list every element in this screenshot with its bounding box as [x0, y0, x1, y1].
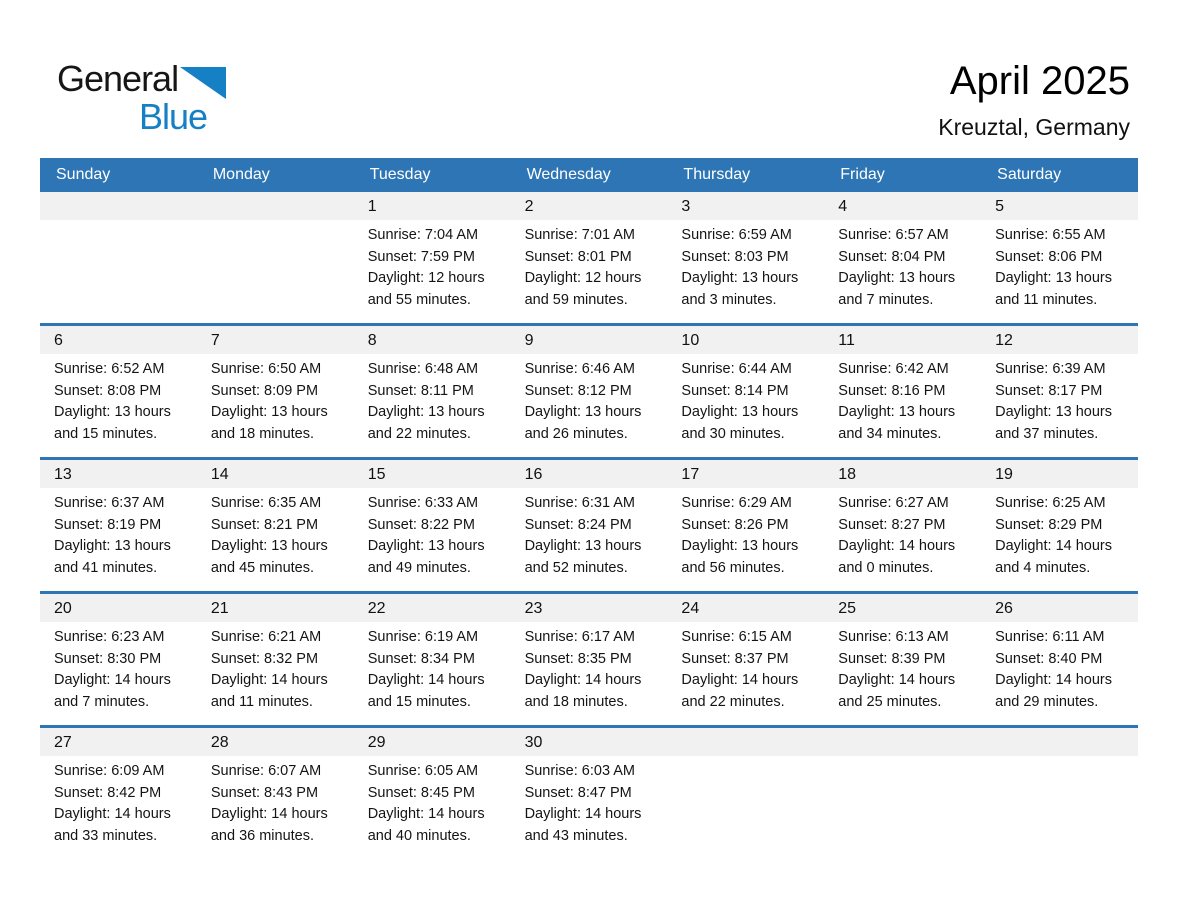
day-detail-line: Sunset: 8:45 PM	[367, 784, 475, 801]
day-detail-line: Daylight: 13 hours	[210, 404, 328, 420]
day-detail-line: Sunrise: 7:01 AM	[524, 227, 635, 243]
day-detail-line: Sunset: 8:32 PM	[210, 650, 319, 667]
day-detail-line: Sunrise: 6:07 AM	[210, 763, 322, 779]
day-number	[40, 192, 197, 220]
day-detail-line: Sunset: 8:35 PM	[524, 650, 632, 667]
day-number: 12	[981, 326, 1138, 354]
day-cell	[824, 594, 981, 725]
empty-day-cell	[40, 192, 197, 323]
day-number: 23	[511, 594, 668, 622]
day-detail-line: and 36 minutes.	[210, 827, 315, 844]
day-detail-line: Sunset: 8:22 PM	[367, 516, 475, 533]
day-number: 1	[354, 192, 511, 220]
day-detail-line: Sunrise: 6:03 AM	[524, 763, 635, 779]
day-details	[511, 622, 668, 725]
day-details	[40, 756, 197, 859]
day-cell	[981, 460, 1138, 591]
day-number: 22	[354, 594, 511, 622]
day-detail-line: and 15 minutes.	[54, 425, 158, 442]
day-cell	[981, 594, 1138, 725]
day-detail-line: and 18 minutes.	[524, 693, 628, 710]
day-number: 8	[354, 326, 511, 354]
day-details	[511, 220, 668, 323]
week-row	[40, 192, 1138, 323]
day-detail-line: Sunrise: 6:25 AM	[995, 495, 1106, 511]
logo-text-blue: Blue	[138, 96, 207, 137]
day-detail-line: Sunset: 8:17 PM	[995, 382, 1103, 399]
day-cell	[354, 728, 511, 859]
empty-day-cell	[824, 728, 981, 859]
day-detail-line: Sunrise: 6:33 AM	[367, 495, 479, 511]
day-cell	[667, 594, 824, 725]
weekday-header-cell: Thursday	[683, 166, 751, 183]
day-cell	[511, 192, 668, 323]
day-number: 29	[354, 728, 511, 756]
day-detail-line: Sunrise: 6:52 AM	[54, 361, 165, 377]
day-detail-line: Sunrise: 6:19 AM	[367, 629, 479, 645]
day-detail-line: Sunrise: 6:37 AM	[54, 495, 165, 511]
day-detail-line: and 34 minutes.	[838, 425, 942, 442]
day-detail-line: Sunrise: 6:09 AM	[54, 763, 165, 779]
day-detail-line: Sunset: 8:43 PM	[210, 784, 319, 801]
day-detail-line: Sunrise: 6:27 AM	[838, 495, 949, 511]
day-details	[197, 354, 354, 457]
day-number	[824, 728, 981, 756]
day-detail-line: and 55 minutes.	[367, 291, 471, 308]
day-cell	[824, 192, 981, 323]
day-detail-line: Sunset: 8:42 PM	[54, 784, 162, 801]
day-detail-line: Daylight: 13 hours	[524, 404, 642, 420]
day-detail-line: and 22 minutes.	[681, 693, 785, 710]
day-number	[667, 728, 824, 756]
day-detail-line: Sunset: 8:21 PM	[210, 516, 319, 533]
day-detail-line: and 33 minutes.	[54, 827, 158, 844]
day-details	[824, 220, 981, 323]
day-detail-line: Sunset: 8:27 PM	[838, 516, 946, 533]
day-detail-line: Daylight: 14 hours	[524, 672, 642, 688]
day-detail-line: and 22 minutes.	[367, 425, 471, 442]
day-detail-line: and 56 minutes.	[681, 559, 785, 576]
day-number: 6	[40, 326, 197, 354]
day-detail-line: Sunset: 8:26 PM	[681, 516, 789, 533]
day-number: 7	[197, 326, 354, 354]
day-detail-line: and 43 minutes.	[524, 827, 628, 844]
day-detail-line: Sunrise: 6:17 AM	[524, 629, 635, 645]
calendar-grid	[40, 192, 1138, 859]
day-details	[824, 488, 981, 591]
day-details	[354, 756, 511, 859]
day-detail-line: Sunrise: 6:59 AM	[681, 227, 792, 243]
day-detail-line: and 30 minutes.	[681, 425, 785, 442]
day-detail-line: Daylight: 14 hours	[367, 672, 485, 688]
day-detail-line: Sunrise: 6:31 AM	[524, 495, 635, 511]
day-cell	[667, 326, 824, 457]
day-detail-line: Sunset: 8:47 PM	[524, 784, 632, 801]
week-row	[40, 725, 1138, 859]
day-detail-line: and 25 minutes.	[838, 693, 942, 710]
day-detail-line: Sunrise: 6:35 AM	[210, 495, 322, 511]
day-detail-line: and 11 minutes.	[210, 693, 313, 710]
day-detail-line: Daylight: 13 hours	[681, 270, 799, 286]
day-cell	[40, 728, 197, 859]
day-cell	[824, 326, 981, 457]
empty-day-cell	[981, 728, 1138, 859]
day-number	[981, 728, 1138, 756]
day-cell	[981, 192, 1138, 323]
day-detail-line: Daylight: 14 hours	[681, 672, 799, 688]
day-details	[667, 756, 824, 773]
day-details	[511, 488, 668, 591]
day-detail-line: Sunset: 8:04 PM	[838, 248, 946, 265]
day-number: 25	[824, 594, 981, 622]
day-detail-line: and 45 minutes.	[210, 559, 315, 576]
calendar-table	[40, 158, 1138, 859]
day-details	[824, 622, 981, 725]
day-cell	[197, 460, 354, 591]
day-cell	[824, 460, 981, 591]
empty-day-cell	[197, 192, 354, 323]
day-detail-line: Daylight: 13 hours	[524, 538, 642, 554]
day-detail-line: Daylight: 13 hours	[681, 404, 799, 420]
day-details	[667, 220, 824, 323]
week-row	[40, 323, 1138, 457]
day-number: 17	[667, 460, 824, 488]
day-detail-line: Sunrise: 6:13 AM	[838, 629, 949, 645]
day-number: 27	[40, 728, 197, 756]
day-number: 13	[40, 460, 197, 488]
day-detail-line: Daylight: 14 hours	[54, 672, 171, 688]
day-detail-line: Sunset: 8:12 PM	[524, 382, 632, 399]
day-detail-line: Sunset: 8:29 PM	[995, 516, 1103, 533]
day-number: 4	[824, 192, 981, 220]
day-detail-line: Daylight: 14 hours	[210, 672, 328, 688]
day-number: 21	[197, 594, 354, 622]
day-detail-line: Daylight: 14 hours	[995, 538, 1113, 554]
day-detail-line: Sunset: 8:08 PM	[54, 382, 162, 399]
day-details	[667, 488, 824, 591]
day-detail-line: and 37 minutes.	[995, 425, 1099, 442]
day-details	[981, 622, 1138, 725]
day-detail-line: Sunrise: 6:42 AM	[838, 361, 949, 377]
day-details	[667, 354, 824, 457]
day-details	[981, 220, 1138, 323]
general-blue-logo	[57, 58, 207, 137]
weekday-header-cell: Monday	[212, 166, 270, 183]
day-detail-line: Sunrise: 6:39 AM	[995, 361, 1106, 377]
weekday-header-row	[40, 158, 1138, 192]
day-detail-line: Sunset: 8:16 PM	[838, 382, 946, 399]
day-details	[40, 488, 197, 591]
day-detail-line: Sunset: 8:03 PM	[681, 248, 789, 265]
day-detail-line: and 49 minutes.	[367, 559, 471, 576]
day-number: 11	[824, 326, 981, 354]
page-title: April 2025	[949, 59, 1130, 103]
weekday-header-cell: Saturday	[997, 166, 1062, 183]
day-detail-line: Daylight: 14 hours	[524, 806, 642, 822]
day-detail-line: Sunrise: 6:48 AM	[367, 361, 479, 377]
day-number: 14	[197, 460, 354, 488]
day-cell	[511, 326, 668, 457]
day-detail-line: Sunset: 7:59 PM	[367, 248, 475, 265]
day-cell	[197, 326, 354, 457]
day-cell	[40, 326, 197, 457]
day-detail-line: Daylight: 13 hours	[367, 538, 485, 554]
day-detail-line: Sunset: 8:30 PM	[54, 650, 162, 667]
day-detail-line: Daylight: 13 hours	[681, 538, 799, 554]
day-detail-line: Sunset: 8:06 PM	[995, 248, 1103, 265]
day-detail-line: Sunrise: 6:15 AM	[681, 629, 792, 645]
day-detail-line: Sunrise: 6:05 AM	[367, 763, 479, 779]
day-detail-line: Daylight: 14 hours	[995, 672, 1113, 688]
day-cell	[197, 728, 354, 859]
day-details	[824, 354, 981, 457]
day-detail-line: and 40 minutes.	[367, 827, 471, 844]
day-number: 2	[511, 192, 668, 220]
day-detail-line: Sunrise: 6:55 AM	[995, 227, 1106, 243]
day-detail-line: and 4 minutes.	[995, 559, 1091, 576]
day-detail-line: Daylight: 13 hours	[838, 404, 956, 420]
day-cell	[197, 594, 354, 725]
page-subtitle: Kreuztal, Germany	[938, 114, 1130, 140]
day-details	[667, 622, 824, 725]
day-detail-line: Sunset: 8:40 PM	[995, 650, 1103, 667]
day-detail-line: Sunrise: 6:46 AM	[524, 361, 635, 377]
day-cell	[981, 326, 1138, 457]
day-number	[197, 192, 354, 220]
day-detail-line: and 7 minutes.	[838, 291, 934, 308]
day-cell	[40, 460, 197, 591]
day-number: 30	[511, 728, 668, 756]
day-detail-line: Sunset: 8:37 PM	[681, 650, 789, 667]
empty-day-cell	[667, 728, 824, 859]
day-details	[981, 756, 1138, 773]
day-cell	[511, 594, 668, 725]
day-details	[511, 756, 668, 859]
day-details	[354, 220, 511, 323]
day-cell	[511, 460, 668, 591]
day-number: 18	[824, 460, 981, 488]
day-detail-line: Sunset: 8:01 PM	[524, 248, 632, 265]
day-details	[40, 220, 197, 237]
day-detail-line: Sunset: 8:34 PM	[367, 650, 475, 667]
day-detail-line: Daylight: 13 hours	[54, 538, 171, 554]
day-detail-line: Sunrise: 6:44 AM	[681, 361, 792, 377]
week-row	[40, 591, 1138, 725]
day-cell	[354, 460, 511, 591]
day-detail-line: Sunrise: 6:50 AM	[210, 361, 322, 377]
day-detail-line: Sunrise: 7:04 AM	[367, 227, 479, 243]
logo-text-general: General	[57, 58, 179, 99]
day-cell	[354, 192, 511, 323]
day-detail-line: Daylight: 14 hours	[838, 672, 956, 688]
day-details	[824, 756, 981, 773]
day-detail-line: Sunset: 8:24 PM	[524, 516, 632, 533]
day-details	[197, 488, 354, 591]
day-detail-line: and 41 minutes.	[54, 559, 158, 576]
day-detail-line: Sunrise: 6:29 AM	[681, 495, 792, 511]
day-details	[40, 622, 197, 725]
day-details	[197, 220, 354, 237]
day-detail-line: Sunrise: 6:23 AM	[54, 629, 165, 645]
day-detail-line: Daylight: 13 hours	[995, 270, 1113, 286]
day-detail-line: and 11 minutes.	[995, 291, 1098, 308]
day-detail-line: and 0 minutes.	[838, 559, 934, 576]
day-number: 28	[197, 728, 354, 756]
day-details	[197, 622, 354, 725]
day-detail-line: Daylight: 13 hours	[367, 404, 485, 420]
day-number: 26	[981, 594, 1138, 622]
day-cell	[511, 728, 668, 859]
day-cell	[354, 594, 511, 725]
day-details	[354, 354, 511, 457]
day-detail-line: and 52 minutes.	[524, 559, 628, 576]
day-detail-line: Sunset: 8:39 PM	[838, 650, 946, 667]
day-number: 3	[667, 192, 824, 220]
day-number: 20	[40, 594, 197, 622]
day-detail-line: Daylight: 13 hours	[838, 270, 956, 286]
day-detail-line: Sunset: 8:14 PM	[681, 382, 789, 399]
day-detail-line: and 26 minutes.	[524, 425, 628, 442]
day-details	[354, 622, 511, 725]
day-detail-line: and 59 minutes.	[524, 291, 628, 308]
day-details	[40, 354, 197, 457]
day-details	[981, 354, 1138, 457]
weekday-header-cell: Wednesday	[526, 166, 611, 183]
day-number: 24	[667, 594, 824, 622]
weekday-header-cell: Friday	[840, 166, 885, 183]
weekday-header-cell: Sunday	[56, 166, 111, 183]
page-header	[938, 56, 1130, 144]
day-detail-line: Daylight: 13 hours	[210, 538, 328, 554]
day-detail-line: and 7 minutes.	[54, 693, 150, 710]
day-detail-line: and 3 minutes.	[681, 291, 777, 308]
day-number: 16	[511, 460, 668, 488]
day-detail-line: Daylight: 14 hours	[54, 806, 171, 822]
day-detail-line: Daylight: 13 hours	[995, 404, 1113, 420]
day-number: 9	[511, 326, 668, 354]
day-detail-line: Sunrise: 6:21 AM	[210, 629, 322, 645]
day-number: 5	[981, 192, 1138, 220]
day-number: 15	[354, 460, 511, 488]
day-detail-line: Sunset: 8:09 PM	[210, 382, 319, 399]
day-cell	[667, 460, 824, 591]
day-detail-line: Sunrise: 6:11 AM	[995, 629, 1105, 645]
day-detail-line: Daylight: 14 hours	[210, 806, 328, 822]
day-detail-line: Daylight: 14 hours	[838, 538, 956, 554]
day-detail-line: Sunset: 8:11 PM	[367, 382, 474, 399]
day-detail-line: and 29 minutes.	[995, 693, 1099, 710]
day-detail-line: and 18 minutes.	[210, 425, 315, 442]
day-detail-line: Daylight: 12 hours	[367, 270, 485, 286]
day-detail-line: Daylight: 13 hours	[54, 404, 171, 420]
day-detail-line: Sunrise: 6:57 AM	[838, 227, 949, 243]
day-details	[511, 354, 668, 457]
day-details	[981, 488, 1138, 591]
day-number: 19	[981, 460, 1138, 488]
day-detail-line: Sunset: 8:19 PM	[54, 516, 162, 533]
day-cell	[667, 192, 824, 323]
day-detail-line: Daylight: 14 hours	[367, 806, 485, 822]
day-cell	[40, 594, 197, 725]
day-number: 10	[667, 326, 824, 354]
day-detail-line: Daylight: 12 hours	[524, 270, 642, 286]
weekday-header-cell: Tuesday	[369, 166, 431, 183]
week-row	[40, 457, 1138, 591]
day-detail-line: and 15 minutes.	[367, 693, 471, 710]
day-details	[354, 488, 511, 591]
day-cell	[354, 326, 511, 457]
day-details	[197, 756, 354, 859]
